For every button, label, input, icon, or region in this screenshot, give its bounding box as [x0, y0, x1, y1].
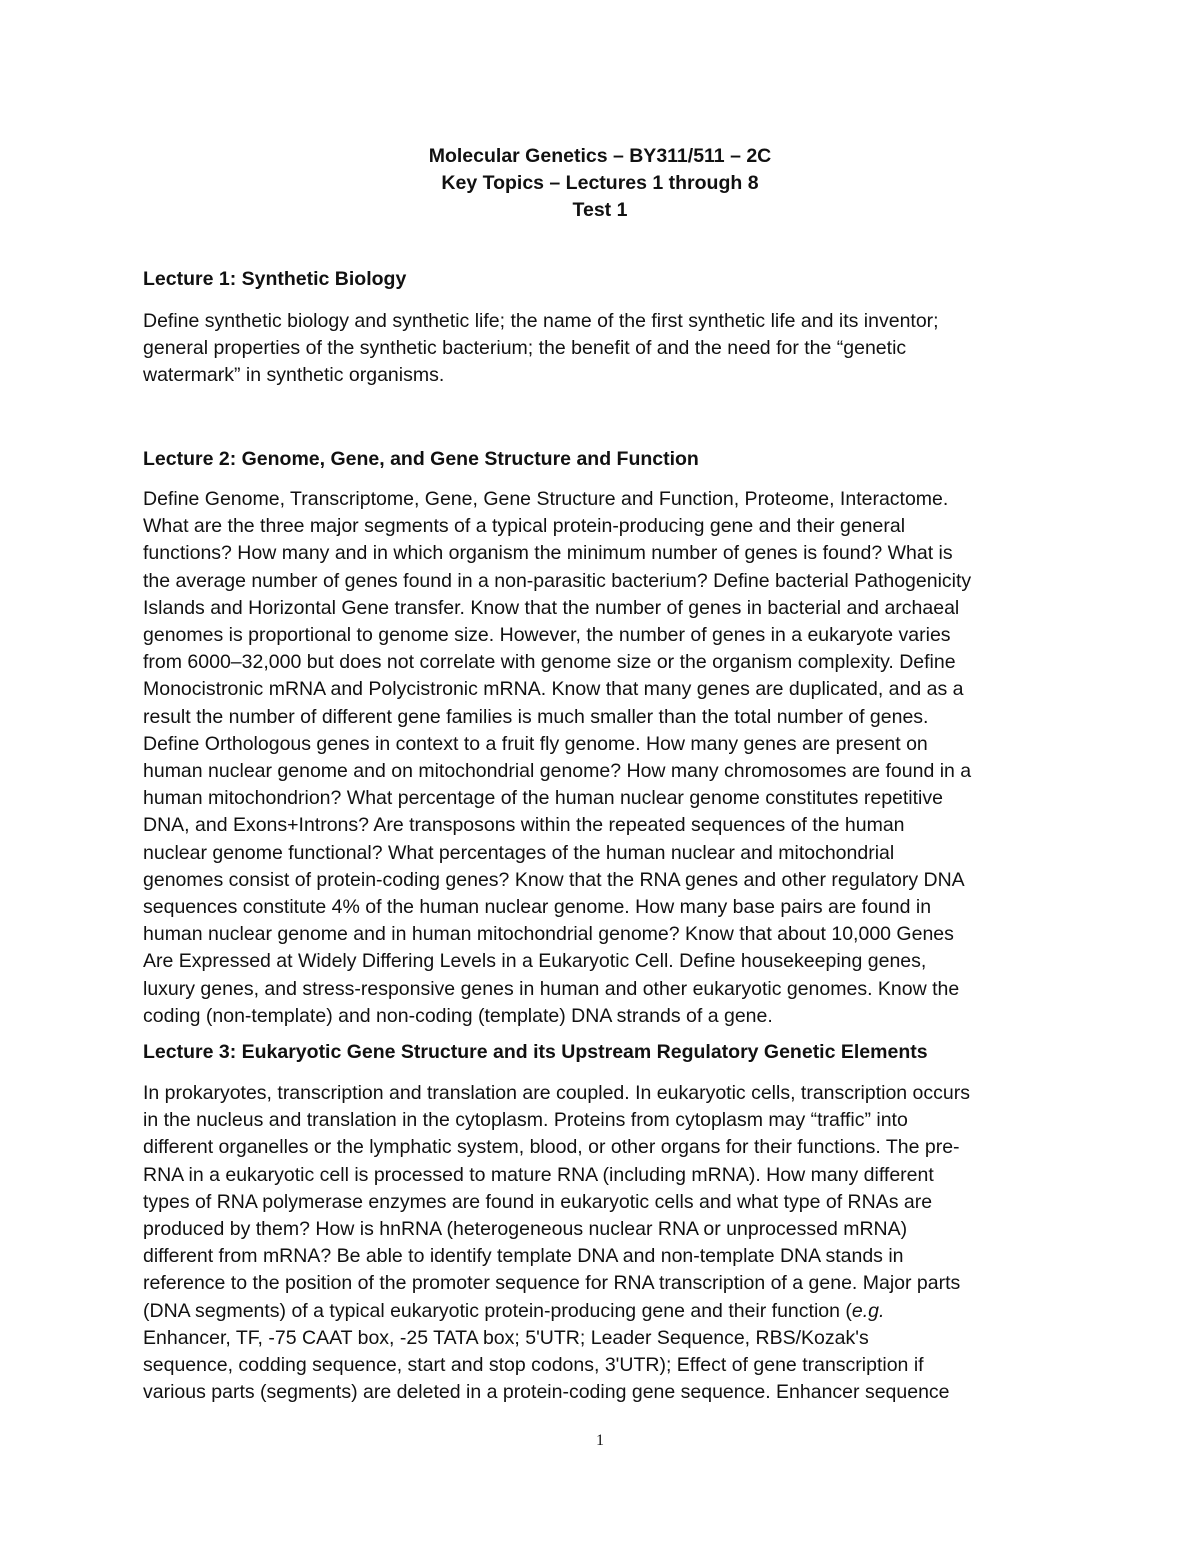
text-line: in the nucleus and translation in the cytoplasm. Proteins from cytoplasm may “traffic” into — [143, 1109, 908, 1132]
test-label: Test 1 — [572, 199, 628, 221]
text-line: RNA in a eukaryotic cell is processed to mature RNA (including mRNA). How many different — [143, 1163, 934, 1186]
lecture-3-paragraph — [143, 1080, 1073, 1406]
text-line: DNA, and Exons+Introns? Are transposons within the repeated sequences of the human — [143, 814, 905, 837]
text-line: human nuclear genome and in human mitochondrial genome? Know that about 10,000 Genes — [143, 923, 954, 946]
lecture-2-heading: Lecture 2: Genome, Gene, and Gene Structure and Function — [143, 448, 699, 470]
text-line: nuclear genome functional? What percentages of the human nuclear and mitochondrial — [143, 841, 895, 864]
text-line: watermark” in synthetic organisms. — [143, 364, 445, 387]
text-line: result the number of different gene families is much smaller than the total number of genes. — [143, 705, 929, 728]
text-line: human nuclear genome and on mitochondrial genome? How many chromosomes are found in a — [143, 760, 972, 783]
text-line: luxury genes, and stress-responsive genes in human and other eukaryotic genomes. Know the — [143, 977, 960, 1000]
text-line: genomes consist of protein-coding genes? Know that the RNA genes and other regulatory DNA — [143, 868, 965, 891]
text-line: coding (non-template) and non-coding (template) DNA strands of a gene. — [143, 1004, 773, 1027]
lecture-1-heading: Lecture 1: Synthetic Biology — [143, 268, 407, 290]
lecture-3-heading: Lecture 3: Eukaryotic Gene Structure and its Upstream Regulatory Genetic Elements — [143, 1041, 928, 1063]
text-line: sequences constitute 4% of the human nuclear genome. How many base pairs are found in — [143, 896, 932, 919]
text-line — [143, 1298, 1073, 1325]
text-line: different from mRNA? Be able to identify template DNA and non-template DNA stands in — [143, 1245, 904, 1268]
text-line: human mitochondrion? What percentage of the human nuclear genome constitutes repetitive — [143, 787, 943, 810]
text-line: genomes is proportional to genome size. However, the number of genes in a eukaryote varies — [143, 624, 951, 647]
lecture-1-paragraph — [143, 308, 1073, 390]
course-title: Molecular Genetics – BY311/511 – 2C — [428, 145, 772, 167]
text-line: the average number of genes found in a non-parasitic bacterium? Define bacterial Pathogenicity — [143, 569, 972, 592]
lecture-2-paragraph — [143, 486, 1073, 1030]
text-line: Are Expressed at Widely Differing Levels in a Eukaryotic Cell. Define housekeeping genes, — [143, 950, 927, 973]
text-segment: (DNA segments) of a typical eukaryotic protein-producing gene and their function ( — [143, 1299, 852, 1322]
text-line: produced by them? How is hnRNA (heterogeneous nuclear RNA or unprocessed mRNA) — [143, 1218, 908, 1241]
text-line: Define Orthologous genes in context to a fruit fly genome. How many genes are present on — [143, 732, 928, 755]
text-line: functions? How many and in which organism the minimum number of genes is found? What is — [143, 542, 953, 565]
italic-abbreviation: e.g. — [851, 1299, 885, 1322]
topics-subtitle: Key Topics – Lectures 1 through 8 — [441, 172, 759, 194]
text-line: different organelles or the lymphatic system, blood, or other organs for their functions. The pre- — [143, 1136, 960, 1159]
page-number: 1 — [596, 1432, 604, 1449]
text-line: Islands and Horizontal Gene transfer. Know that the number of genes in bacterial and archaeal — [143, 596, 960, 619]
text-line: sequence, codding sequence, start and stop codons, 3'UTR); Effect of gene transcription if — [143, 1354, 924, 1377]
text-line: Define synthetic biology and synthetic life; the name of the first synthetic life and its inventor; — [143, 310, 939, 332]
text-line: reference to the position of the promoter sequence for RNA transcription of a gene. Major parts — [143, 1272, 961, 1295]
text-line: Define Genome, Transcriptome, Gene, Gene Structure and Function, Proteome, Interactome. — [143, 488, 949, 510]
text-line: general properties of the synthetic bacterium; the benefit of and the need for the “genetic — [143, 337, 907, 360]
text-line: from 6000–32,000 but does not correlate with genome size or the organism complexity. Define — [143, 651, 956, 674]
text-line: Enhancer, TF, -75 CAAT box, -25 TATA box; 5'UTR; Leader Sequence, RBS/Kozak's — [143, 1326, 869, 1349]
document-header — [0, 143, 1200, 224]
text-line: various parts (segments) are deleted in a protein-coding gene sequence. Enhancer sequence — [143, 1381, 950, 1404]
text-line: In prokaryotes, transcription and translation are coupled. In eukaryotic cells, transcription occurs — [143, 1082, 970, 1104]
text-line: What are the three major segments of a typical protein-producing gene and their general — [143, 515, 906, 538]
text-line: types of RNA polymerase enzymes are found in eukaryotic cells and what type of RNAs are — [143, 1190, 933, 1213]
text-line: Monocistronic mRNA and Polycistronic mRNA. Know that many genes are duplicated, and as a — [143, 678, 964, 701]
